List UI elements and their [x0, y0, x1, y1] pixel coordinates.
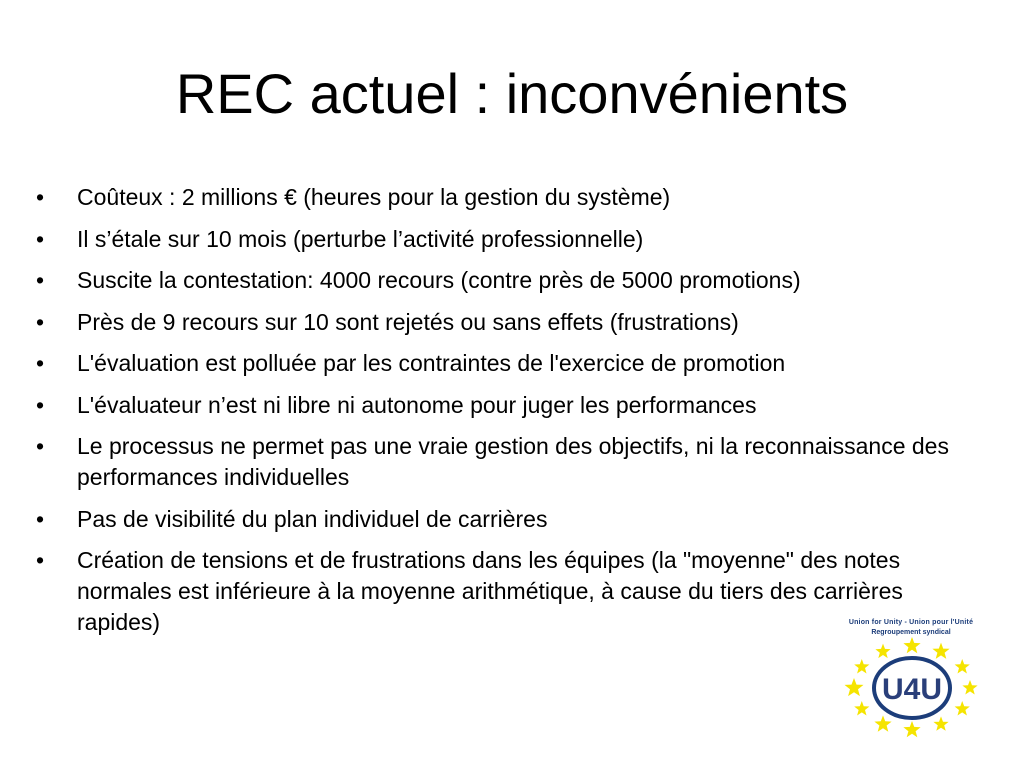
- star-icon: [955, 701, 970, 716]
- bullet-text: L'évaluateur n’est ni libre ni autonome pour juger les performances: [77, 391, 757, 418]
- bullet-text: L'évaluation est polluée par les contraintes de l'exercice de promotion: [77, 350, 786, 376]
- list-item: [36, 182, 986, 213]
- star-icon: [903, 721, 920, 737]
- bullet-icon: •: [36, 308, 45, 335]
- list-item: [36, 265, 986, 296]
- bullet-icon: •: [36, 547, 45, 573]
- bullet-text: Création de tensions et de frustrations dans les équipes (la "moyenne" des notes normales est inférieure à la moyenne arithmétique, à cause du tiers des carrières rapides): [77, 547, 903, 635]
- logo-mark: U4U: [881, 673, 943, 706]
- star-icon: [845, 678, 864, 696]
- bullet-icon: •: [36, 350, 45, 376]
- bullet-text: Coûteux : 2 millions € (heures pour la gestion du système): [77, 184, 671, 210]
- star-icon: [933, 716, 948, 730]
- list-item: [36, 348, 986, 379]
- star-icon: [955, 659, 970, 674]
- list-item: [36, 307, 986, 338]
- list-item: [36, 504, 986, 535]
- slide-title: REC actuel : inconvénients: [175, 62, 849, 125]
- list-item: [36, 431, 986, 493]
- bullet-icon: •: [36, 267, 45, 293]
- star-icon: [962, 680, 977, 695]
- bullet-text: Le processus ne permet pas une vraie gestion des objectifs, ni la reconnaissance des performances individuelles: [77, 433, 949, 490]
- bullet-text: Il s’étale sur 10 mois (perturbe l’activité professionnelle): [77, 225, 644, 252]
- u4u-logo: [836, 618, 986, 738]
- list-item: [36, 390, 986, 421]
- bullet-icon: •: [36, 433, 45, 459]
- star-icon: [854, 659, 869, 674]
- star-icon: [875, 644, 890, 659]
- logo-tagline: Union for Unity - Union pour l'Unité: [848, 619, 974, 626]
- bullet-text: Près de 9 recours sur 10 sont rejetés ou sans effets (frustrations): [77, 308, 739, 335]
- bullet-icon: •: [36, 505, 45, 532]
- star-icon: [874, 715, 891, 731]
- bullet-icon: •: [36, 391, 45, 418]
- star-icon: [854, 701, 869, 716]
- bullet-icon: •: [36, 225, 45, 252]
- logo-emblem: [836, 636, 986, 738]
- list-item: [36, 224, 986, 255]
- bullet-list: [36, 182, 986, 649]
- bullet-icon: •: [36, 184, 45, 210]
- bullet-text: Pas de visibilité du plan individuel de carrières: [77, 505, 548, 532]
- logo-subtitle: Regroupement syndical: [871, 629, 951, 636]
- star-icon: [932, 643, 949, 659]
- bullet-text: Suscite la contestation: 4000 recours (contre près de 5000 promotions): [77, 267, 801, 293]
- star-icon: [903, 637, 920, 653]
